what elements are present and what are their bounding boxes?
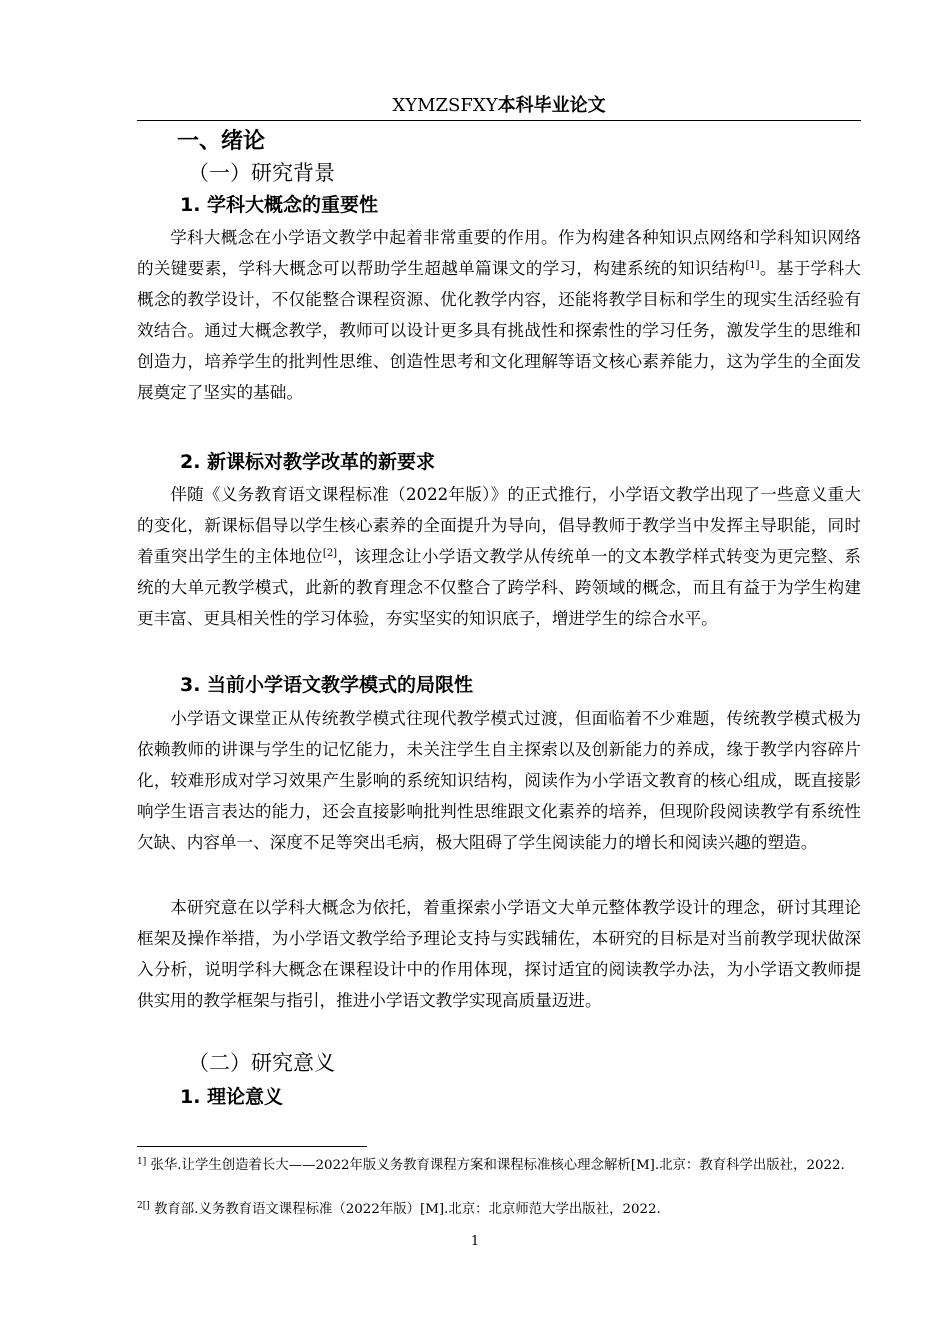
paragraph-limitations: 小学语文课堂正从传统教学模式往现代教学模式过渡，但面临着不少难题，传统教学模式极为依赖教师的讲课与学生的记忆能力，未关注学生自主探索以及创新能力的养成，缘于教学内容碎片化，较难形成对学习效果产生影响的系统知识结构，阅读作为小学语文教育的核心组成，既直接影响学生语言表达的能力，还会直接影响批判性思维跟文化素养的培养，但现阶段阅读教学有系统性欠缺、内容单一、深度不足等突出毛病，极大阻碍了学生阅读能力的增长和阅读兴趣的塑造。	[137, 709, 861, 852]
page-number: 1	[470, 1234, 480, 1249]
page-header	[137, 94, 861, 118]
header-title: 本科毕业论文	[497, 95, 606, 116]
subsection-heading-theory: 1. 理论意义	[180, 1086, 284, 1108]
paragraph-big-concept: 学科大概念在小学语文教学中起着非常重要的作用。作为构建各种知识点网络和学科知识网络的关键要素，学科大概念可以帮助学生超越单篇课文的学习，构建系统的知识结构[1]。基于学科大概念的教学设计，不仅能整合课程资源、优化教学内容，还能将教学目标和学生的现实生活经验有效结合。通过大概念教学，教师可以设计更多具有挑战性和探索性的学习任务，激发学生的思维和创造力，培养学生的批判性思维、创造性思考和文化理解等语文核心素养能力，这为学生的全面发展奠定了坚实的基础。	[137, 228, 861, 402]
citation-ref: [1]	[745, 260, 760, 271]
chapter-heading: 一、绪论	[177, 129, 266, 154]
section-heading-background: （一）研究背景	[188, 161, 335, 185]
subsection-heading-limitations: 3. 当前小学语文教学模式的局限性	[180, 674, 474, 696]
section-heading-significance: （二）研究意义	[188, 1051, 335, 1075]
footnote-rule	[137, 1146, 367, 1147]
citation-ref: [2]	[322, 548, 338, 559]
footnote-1: $^{1]}$ 张华.让学生创造着长大——2022年版义务教育课程方案和课程标准核心理念解析[M].北京：教育科学出版社，2022.	[137, 1157, 845, 1173]
subsection-heading-new-standard: 2. 新课标对教学改革的新要求	[180, 451, 436, 473]
footnote-2: $^{2[]}$ 教育部.义务教育语文课程标准（2022年版）[M].北京：北京师范大学出版社，2022.	[137, 1201, 661, 1217]
paragraph-new-standard: 伴随《义务教育语文课程标准（2022年版）》的正式推行，小学语文教学出现了一些意义重大的变化，新课标倡导以学生核心素养的全面提升为导向，倡导教师于教学当中发挥主导职能，同时着重突出学生的主体地位[2]，该理念让小学语文教学从传统单一的文本教学样式转变为更完整、系统的大单元教学模式，此新的教育理念不仅整合了跨学科、跨领域的概念，而且有益于为学生构建更丰富、更具相关性的学习体验，夯实坚实的知识底子，增进学生的综合水平。	[137, 485, 862, 628]
header-school: XYMZSFXY	[392, 95, 498, 116]
subsection-heading-big-concept: 1. 学科大概念的重要性	[180, 194, 379, 216]
paragraph-research-aim: 本研究意在以学科大概念为依托，着重探索小学语文大单元整体教学设计的理念，研讨其理论框架及操作举措，为小学语文教学给予理论支持与实践辅佐，本研究的目标是对当前教学现状做深入分析，说明学科大概念在课程设计中的作用体现，探讨适宜的阅读教学办法，为小学语文教师提供实用的教学框架与指引，推进小学语文教学实现高质量迈进。	[137, 898, 861, 1010]
header-rule	[137, 120, 861, 121]
